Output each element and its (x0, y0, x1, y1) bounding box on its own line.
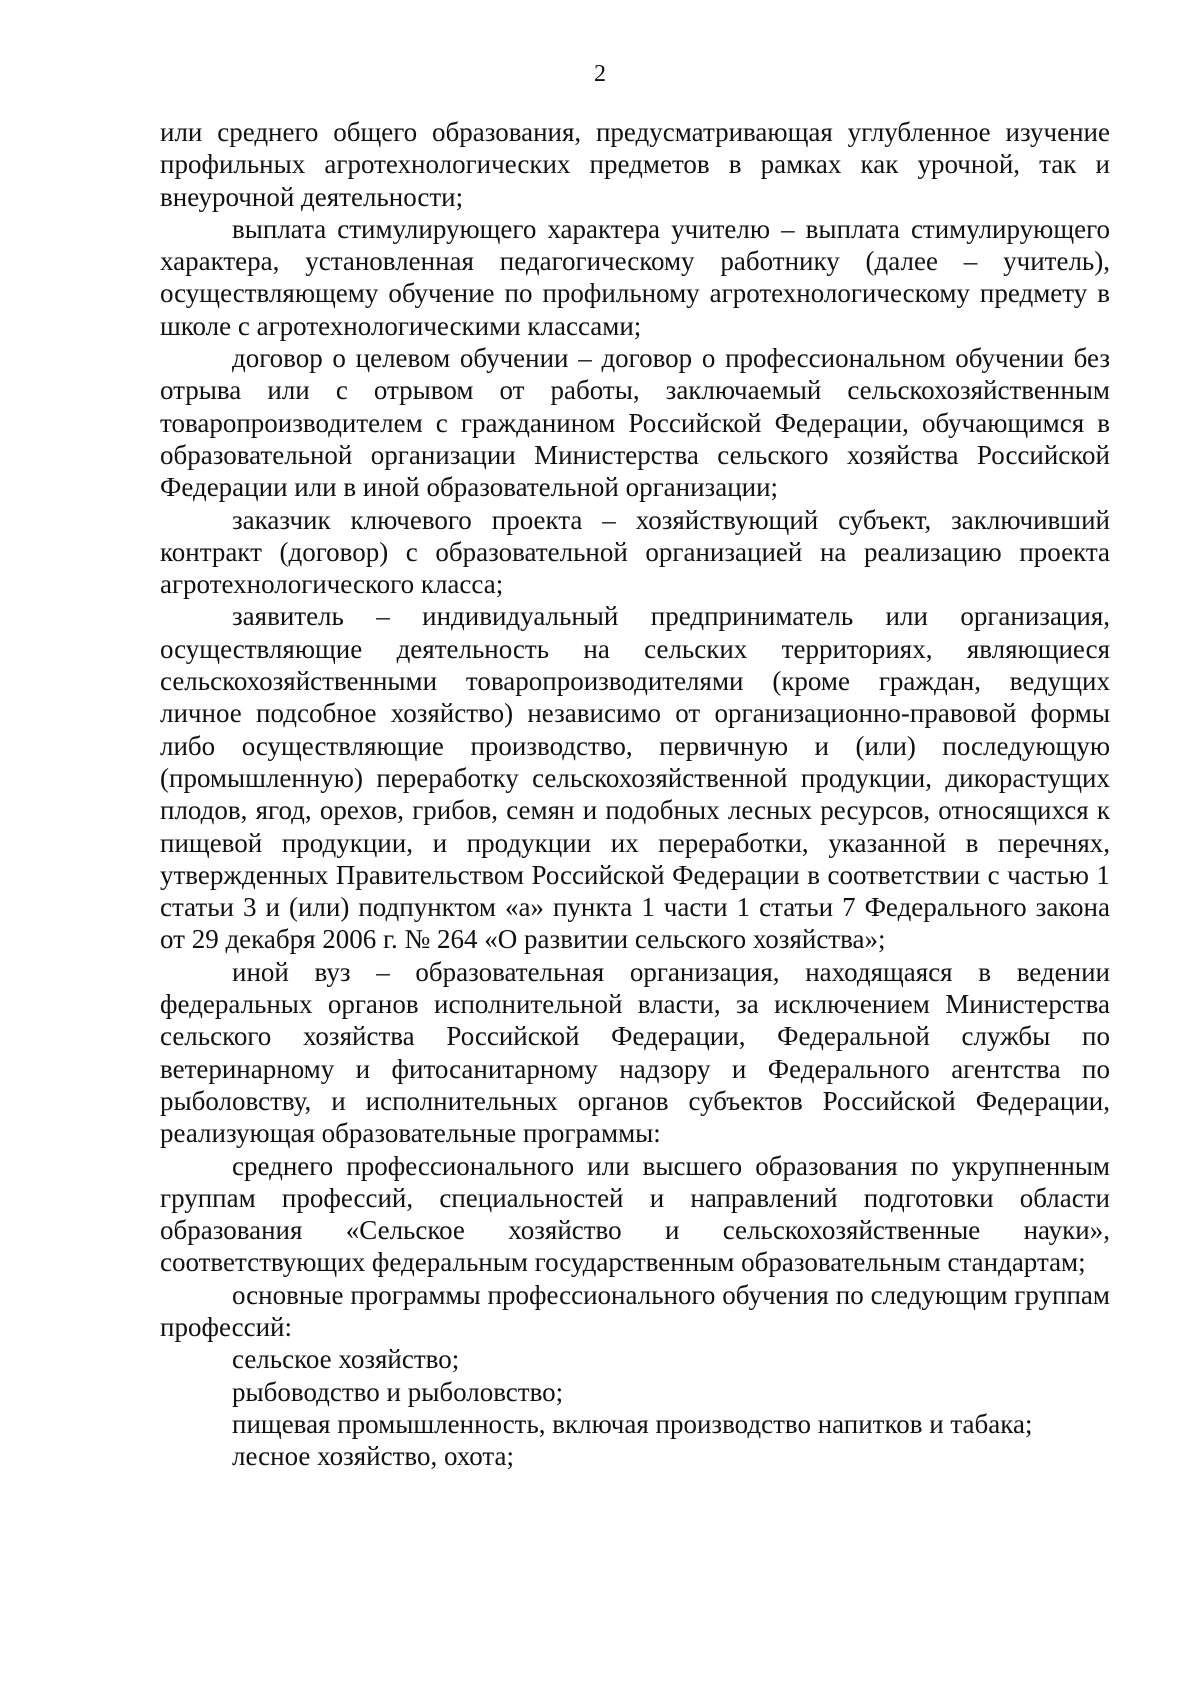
list-item: лесное хозяйство, охота; (232, 1441, 515, 1472)
document-body (160, 116, 1110, 1472)
page-number: 2 (594, 61, 606, 87)
list-item: рыбоводство и рыболовство; (232, 1376, 564, 1407)
list-item: пищевая промышленность, включая производство напитков и табака; (232, 1408, 1033, 1439)
paragraph-continuation: или среднего общего образования, предусматривающая углубленное изучение профильных агротехнологических предметов в рамках как урочной, так и внеурочной деятельности; (160, 117, 1110, 212)
paragraph-definition-other-university: иной вуз – образовательная организация, находящаяся в ведении федеральных органов исполнительной власти, за исключением Министерства сельского хозяйства Российской Федерации, Федеральной службы по ветеринарному и фитосанитарному надзору и Федерального агентства по рыболовству, и исполнительных органов субъектов Российской Федерации, реализующая образовательные программы: (160, 956, 1110, 1149)
paragraph-definition-target-training: договор о целевом обучении – договор о профессиональном обучении без отрыва или с отрывом от работы, заключаемый сельскохозяйственным товаропроизводителем с гражданином Российской Федерации, обучающимся в образовательной организации Министерства сельского хозяйства Российской Федерации или в иной образовательной организации; (160, 343, 1110, 503)
paragraph-definition-teacher-payment: выплата стимулирующего характера учителю – выплата стимулирующего характера, установленная педагогическому работнику (далее – учитель), осуществляющему обучение по профильному агротехнологическому предмету в школе с агротехнологическими классами; (160, 213, 1110, 341)
paragraph-definition-applicant: заявитель – индивидуальный предприниматель или организация, осуществляющие деятельность на сельских территориях, являющиеся сельскохозяйственными товаропроизводителями (кроме граждан, ведущих личное подсобное хозяйство) независимо от организационно-правовой формы либо осуществляющие производство, первичную и (или) последующую (промышленную) переработку сельскохозяйственной продукции, дикорастущих плодов, ягод, орехов, грибов, семян и подобных лесных ресурсов, относящихся к пищевой продукции, и продукции их переработки, указанной в перечнях, утвержденных Правительством Российской Федерации в соответствии с частью 1 статьи 3 и (или) подпунктом «а» пункта 1 части 1 статьи 7 Федерального закона от 29 декабря 2006 г. № 264 «О развитии сельского хозяйства»; (160, 601, 1110, 955)
list-item: сельское хозяйство; (232, 1344, 460, 1375)
paragraph-programs-higher-education: среднего профессионального или высшего образования по укрупненным группам профессий, специальностей и направлений подготовки области образования «Сельское хозяйство и сельскохозяйственные науки», соответствующих федеральным государственным образовательным стандартам; (160, 1150, 1110, 1278)
paragraph-definition-project-customer: заказчик ключевого проекта – хозяйствующий субъект, заключивший контракт (договор) с образовательной организацией на реализацию проекта агротехнологического класса; (160, 504, 1110, 600)
paragraph-programs-vocational: основные программы профессионального обучения по следующим группам профессий: (160, 1279, 1110, 1342)
